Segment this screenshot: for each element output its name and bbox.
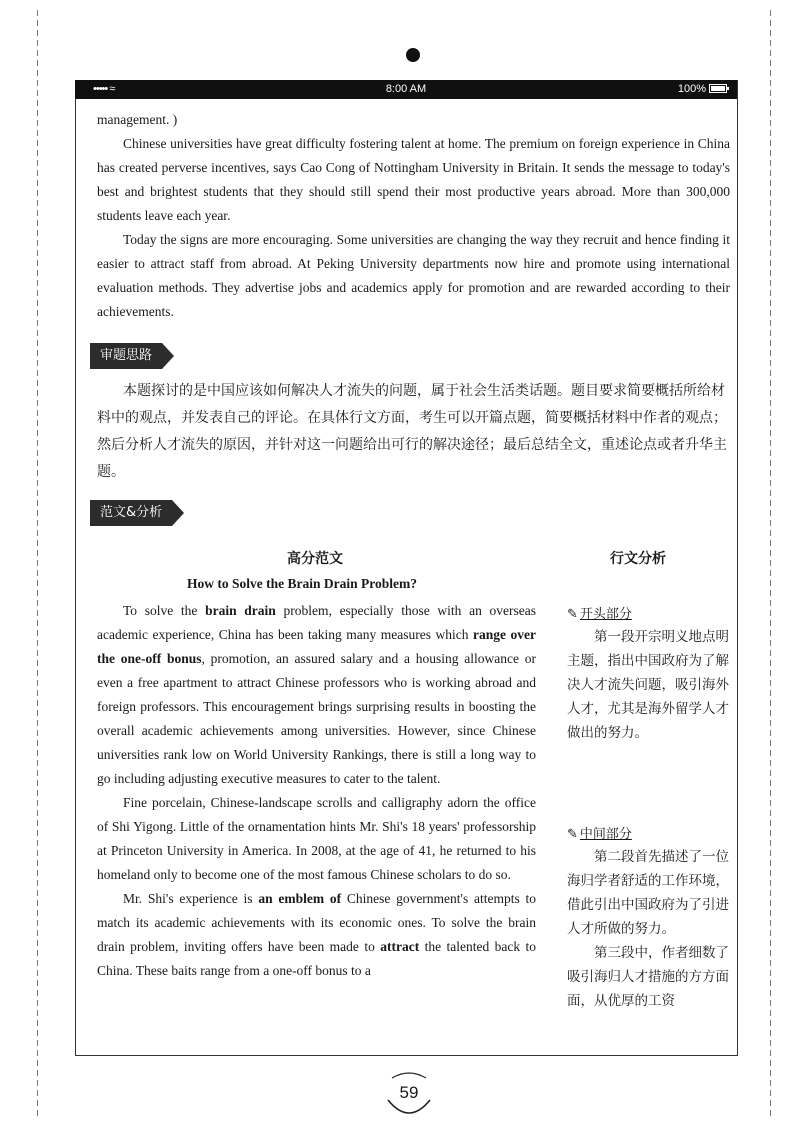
intro-paragraph-1: Chinese universities have great difficulty fostering talent at home. The premium on foreign experience in China has created perverse incentives, says Cao Cong of Nottingham University in Britain. It sends the message to today's best and brightest students that they should still spend their most productive years abroad. More than 300,000 students leave each year. <box>97 136 730 223</box>
status-bar <box>75 80 737 99</box>
sample-essay-heading: 高分范文 <box>287 551 343 567</box>
intro-paragraph-2: Today the signs are more encouraging. Some universities are changing the way they recruit and hence finding it easier to attract staff from abroad. At Peking University departments now hire and promote using international evaluation methods. They advertise jobs and academics apply for promotion and are rewarded according to their achievements. <box>97 232 730 319</box>
page-number: 59 <box>386 1070 432 1116</box>
signal-icon: ••••• ≈ <box>93 83 115 95</box>
section-tag-sample: 范文&分析 <box>90 500 172 526</box>
right-margin-guide <box>770 10 771 1120</box>
opening-analysis: 第一段开宗明义地点明主题，指出中国政府为了解决人才流失问题，吸引海外人才，尤其是海外留学人才做出的努力。 <box>567 629 729 741</box>
left-margin-guide <box>37 10 38 1120</box>
analysis-body <box>97 378 730 486</box>
essay-title: How to Solve the Brain Drain Problem? <box>187 576 417 591</box>
pen-icon: ✎ <box>567 827 578 842</box>
status-time: 8:00 AM <box>385 83 427 95</box>
essay-paragraph-1: To solve the brain drain problem, especially those with an overseas academic experience, China has been taking many measures which range over the one-off bonus, promotion, an assured salary and a housing allowance or even a free apartment to attract Chinese professors who is working abroad and foreign professors. This encouragement brings surprising results in boosting the overall academic achievements among universities. However, since Chinese universities rank low on World University Rankings, there is still a long way to go including adjusting executive measures to cater to the talent. <box>97 603 536 786</box>
battery-percent: 100% <box>677 83 706 95</box>
essay-paragraph-3: Mr. Shi's experience is an emblem of Chinese government's attempts to match its academic achievements with its economic ones. To solve the brain drain problem, inviting offers have been made to attract the talented back to China. These baits range from a one-off bonus to a <box>97 891 536 978</box>
battery-icon <box>709 84 727 93</box>
battery-indicator <box>678 83 727 95</box>
section-tag-analysis: 审题思路 <box>90 343 162 369</box>
page-number-ornament <box>380 1064 438 1122</box>
middle-analysis: 第二段首先描述了一位海归学者舒适的工作环境，借此引出中国政府为了引进人才所做的努力。 第三段中，作者细数了吸引海归人才措施的方方面面，从优厚的工资 <box>567 849 729 1009</box>
intro-text <box>97 108 730 324</box>
intro-paragraph-0: management. ) <box>97 112 178 127</box>
camera-icon <box>406 48 420 62</box>
writing-analysis-heading: 行文分析 <box>610 551 666 567</box>
middle-section-label: ✎ 中间部分 <box>567 827 632 842</box>
essay-paragraph-2: Fine porcelain, Chinese-landscape scrolls and calligraphy adorn the office of Shi Yigong. Little of the ornamentation hints Mr. Shi's 18 years' professorship at Princeton University in America. In 2008, at the age of 41, he returned to his homeland only to become one of the most famous Chinese scholars to do so. <box>97 795 536 882</box>
pen-icon: ✎ <box>567 607 578 622</box>
essay-body <box>97 599 536 983</box>
analysis-text: 本题探讨的是中国应该如何解决人才流失的问题，属于社会生活类话题。题目要求简要概括所给材料中的观点，并发表自己的评论。在具体行文方面，考生可以开篇点题，简要概括材料中作者的观点；然后分析人才流失的原因，并针对这一问题给出可行的解决途径；最后总结全文，重述论点或者升华主题。 <box>97 383 727 480</box>
opening-section-label: ✎ 开头部分 <box>567 607 632 622</box>
